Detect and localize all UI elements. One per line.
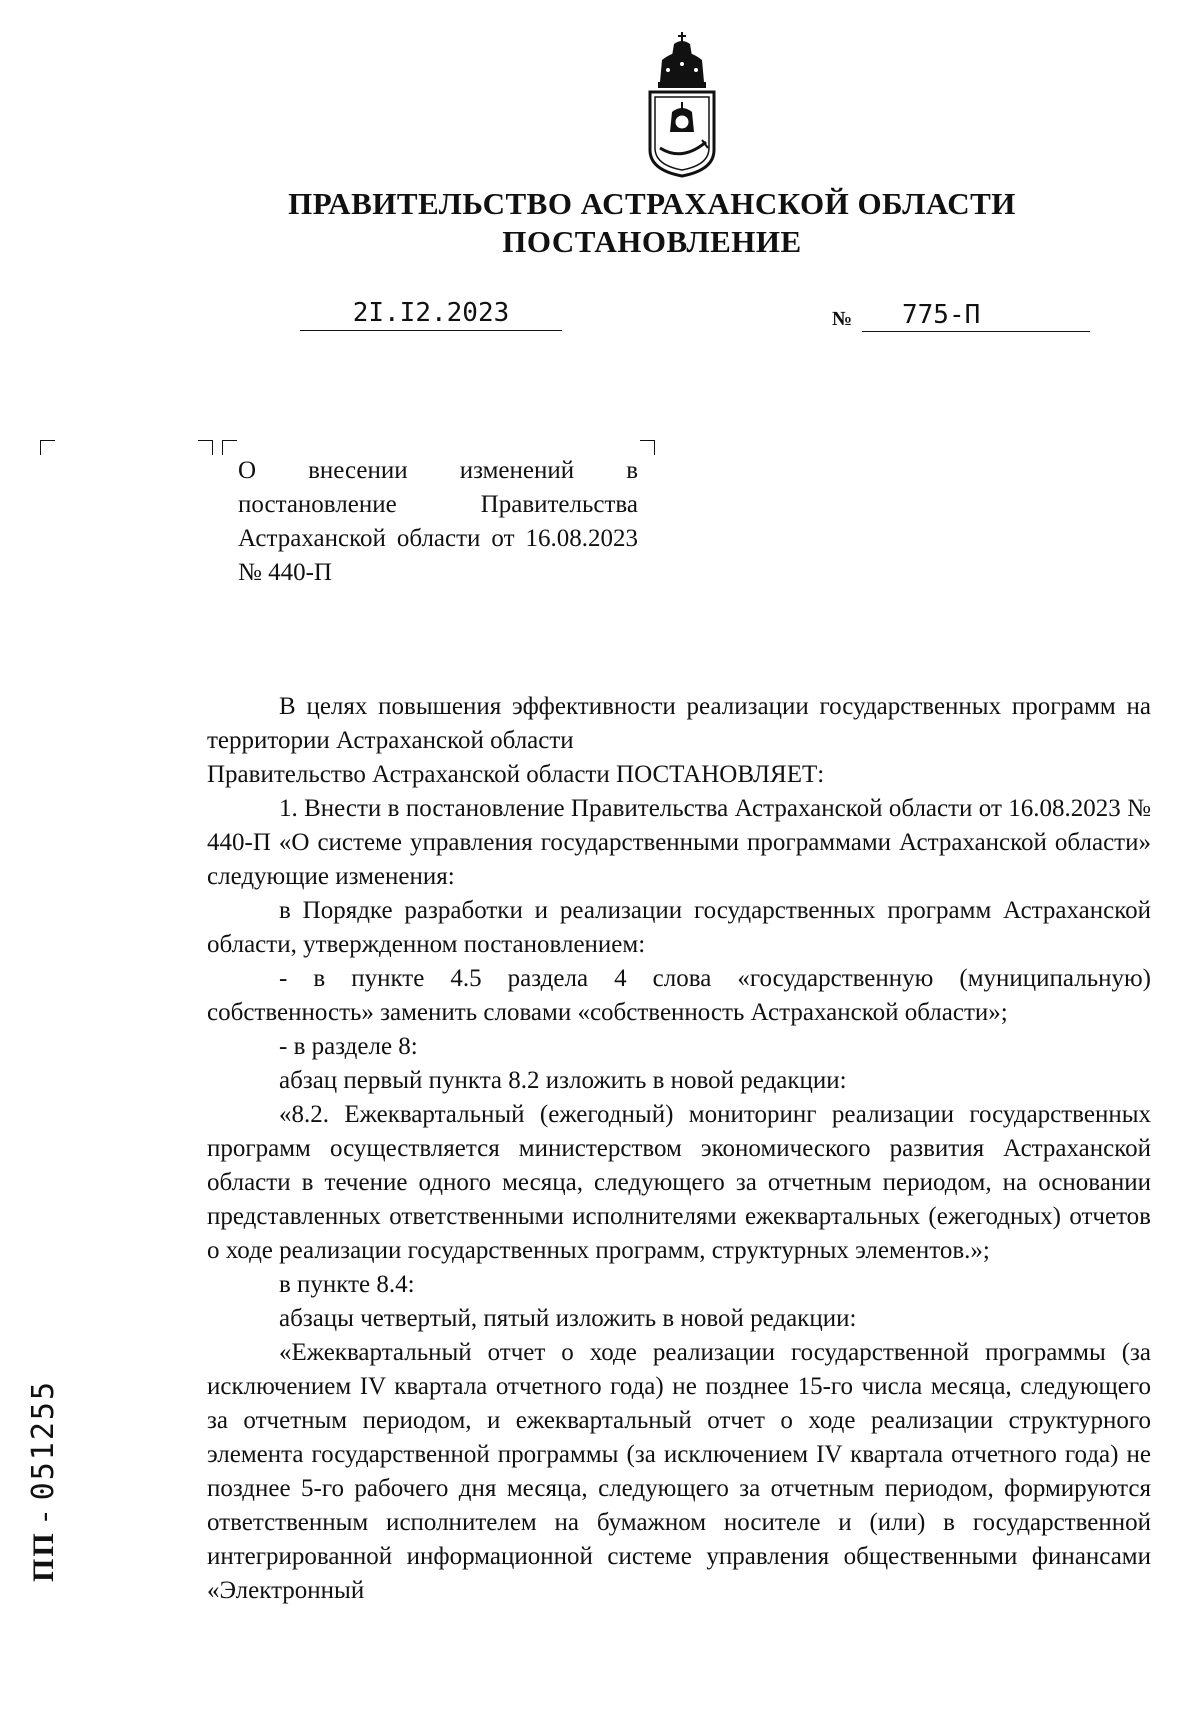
body-paragraph: абзац первый пункта 8.2 изложить в новой редакции:	[279, 1067, 847, 1094]
serial-digits: 051255	[26, 1379, 61, 1501]
body-paragraph: - в пункте 4.5 раздела 4 слова «государственную (муниципальную) собственность» заменить словами «собственность Астраханской области»;	[207, 965, 1151, 1026]
subject-bracket-corner	[198, 440, 213, 455]
subject-bracket-corner	[640, 440, 655, 455]
organization-title: ПРАВИТЕЛЬСТВО АСТРАХАНСКОЙ ОБЛАСТИ	[288, 186, 1016, 221]
left-margin-corner	[40, 440, 55, 455]
coat-of-arms-icon	[644, 30, 720, 178]
subject-bracket-corner	[222, 440, 237, 455]
body-paragraph: В целях повышения эффективности реализации государственных программ на территории Астраханской области	[207, 693, 1151, 754]
body-paragraph: в Порядке разработки и реализации государственных программ Астраханской области, утвержденном постановлением:	[207, 897, 1151, 958]
document-subject	[238, 454, 638, 590]
serial-prefix: ПП	[27, 1531, 60, 1582]
document-body	[207, 690, 1151, 1608]
body-paragraph: 1. Внести в постановление Правительства Астраханской области от 16.08.2023 № 440-П «О системе управления государственными программами Астраханской области» следующие изменения:	[207, 795, 1151, 890]
body-paragraph: абзацы четвертый, пятый изложить в новой редакции:	[279, 1305, 857, 1332]
body-paragraph: - в разделе 8:	[279, 1033, 418, 1060]
document-number: 775-П	[862, 298, 1090, 332]
number-label: №	[832, 308, 853, 330]
document-type-title: ПОСТАНОВЛЕНИЕ	[502, 224, 802, 259]
subject-text: О внесении изменений в постановление Правительства Астраханской области от 16.08.2023 № 440-П	[238, 457, 638, 586]
body-paragraph: в пункте 8.4:	[279, 1271, 415, 1298]
body-paragraph: «Ежеквартальный отчет о ходе реализации государственной программы (за исключением IV квартала отчетного года) не позднее 15-го числа месяца, следующего за отчетным периодом, и ежеквартальный отчет о ходе реализации структурного элемента государственной программы (за исключением IV квартала отчетного года) не позднее 5-го рабочего дня месяца, следующего за отчетным периодом, формируются ответственным исполнителем на бумажном носителе и (или) в государственной интегрированной информационной системе управления общественными финансами «Электронный	[207, 1339, 1151, 1604]
body-paragraph: Правительство Астраханской области ПОСТАНОВЛЯЕТ:	[207, 761, 825, 788]
document-date: 2I.I2.2023	[300, 296, 562, 331]
body-paragraph: «8.2. Ежеквартальный (ежегодный) мониторинг реализации государственных программ осуществляется министерством экономического развития Астраханской области в течение одного месяца, следующего за отчетным периодом, на основании представленных ответственными исполнителями ежеквартальных (ежегодных) отчетов о ходе реализации государственных программ, структурных элементов.»;	[207, 1101, 1151, 1264]
blank-serial-number: ПП - 051255	[26, 1379, 61, 1582]
